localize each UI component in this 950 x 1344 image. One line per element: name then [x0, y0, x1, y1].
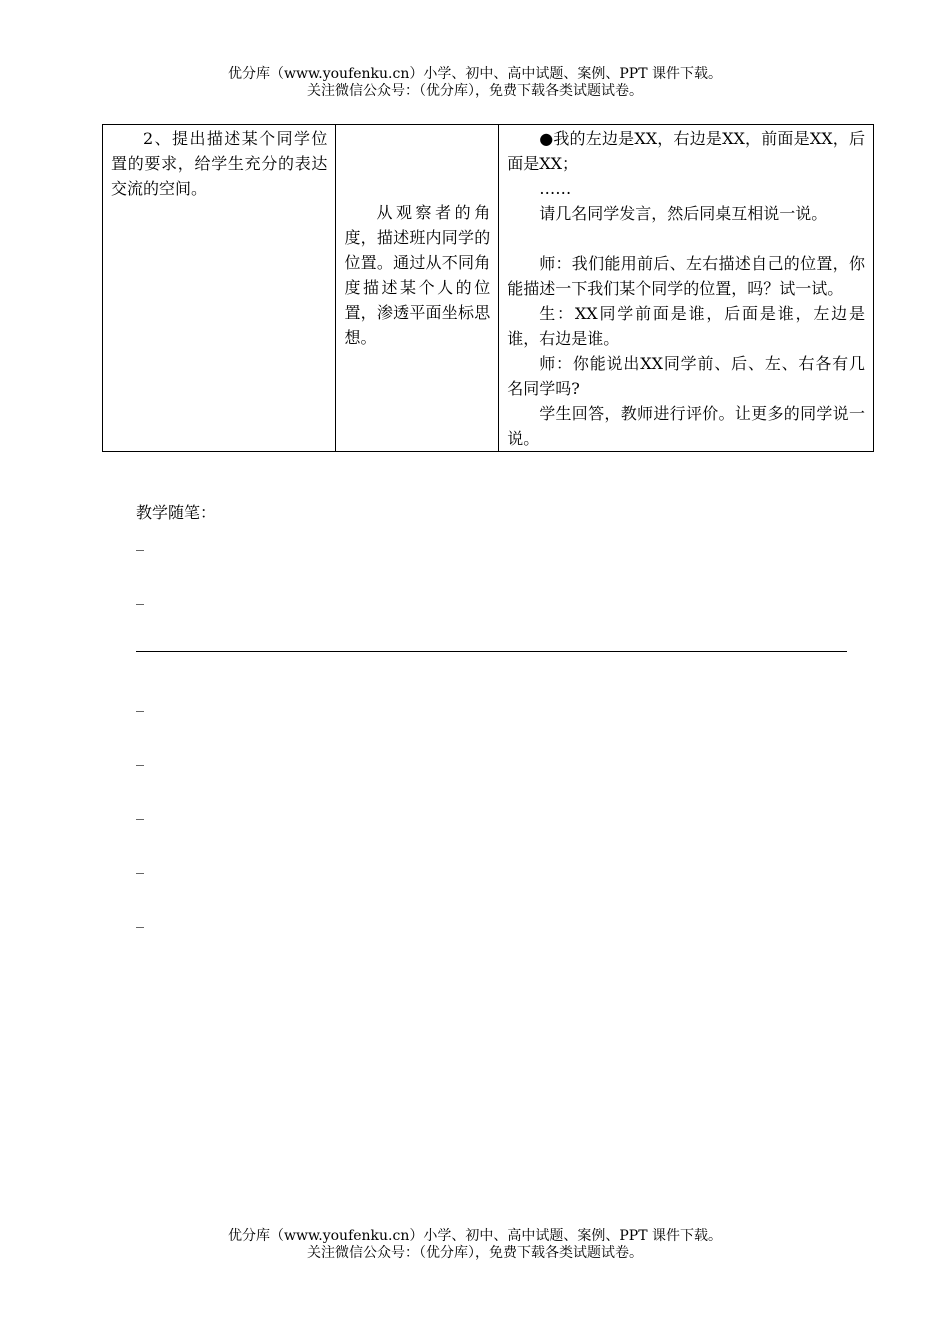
process-cell	[499, 125, 874, 452]
intent-cell	[336, 125, 499, 452]
notes-blank-line: _	[136, 855, 144, 874]
notes-blank-line: _	[136, 801, 144, 820]
page-footer	[0, 1228, 950, 1262]
process-line: 师：你能说出XX同学前、后、左、右各有几名同学吗?	[507, 354, 865, 398]
footer-line-2: 关注微信公众号：（优分库），免费下载各类试题试卷。	[307, 1245, 643, 1261]
process-line: 学生回答，教师进行评价。让更多的同学说一说。	[507, 404, 865, 448]
page-header	[0, 66, 950, 100]
process-line: ……	[539, 179, 572, 198]
process-line: ●我的左边是XX，右边是XX，前面是XX，后面是XX；	[507, 129, 865, 173]
lesson-table	[102, 124, 874, 452]
intent-text: 从观察者的角度，描述班内同学的位置。通过从不同角度描述某个人的位置，渗透平面坐标思想。	[344, 203, 491, 347]
activity-cell: 2、提出描述某个同学位置的要求，给学生充分的表达交流的空间。	[103, 125, 336, 452]
process-blank-line	[507, 226, 865, 251]
table-row	[103, 125, 874, 452]
process-line: 师：我们能用前后、左右描述自己的位置，你能描述一下我们某个同学的位置，吗？试一试。	[507, 254, 865, 298]
notes-rule	[136, 651, 847, 652]
process-line: 生：XX同学前面是谁，后面是谁，左边是谁，右边是谁。	[507, 304, 865, 348]
process-line: 请几名同学发言，然后同桌互相说一说。	[539, 204, 828, 223]
notes-title: 教学随笔：	[136, 503, 217, 522]
header-line-1: 优分库（www.youfenku.cn）小学、初中、高中试题、案例、PPT 课件下载。	[227, 66, 722, 82]
notes-blank-line: _	[136, 693, 144, 712]
notes-blank-line: _	[136, 909, 144, 928]
header-line-2: 关注微信公众号：（优分库），免费下载各类试题试卷。	[307, 83, 643, 99]
notes-blank-line: _	[136, 586, 144, 605]
footer-line-1: 优分库（www.youfenku.cn）小学、初中、高中试题、案例、PPT 课件下载。	[227, 1228, 722, 1244]
notes-blank-line: _	[136, 747, 144, 766]
notes-blank-line: _	[136, 532, 144, 551]
